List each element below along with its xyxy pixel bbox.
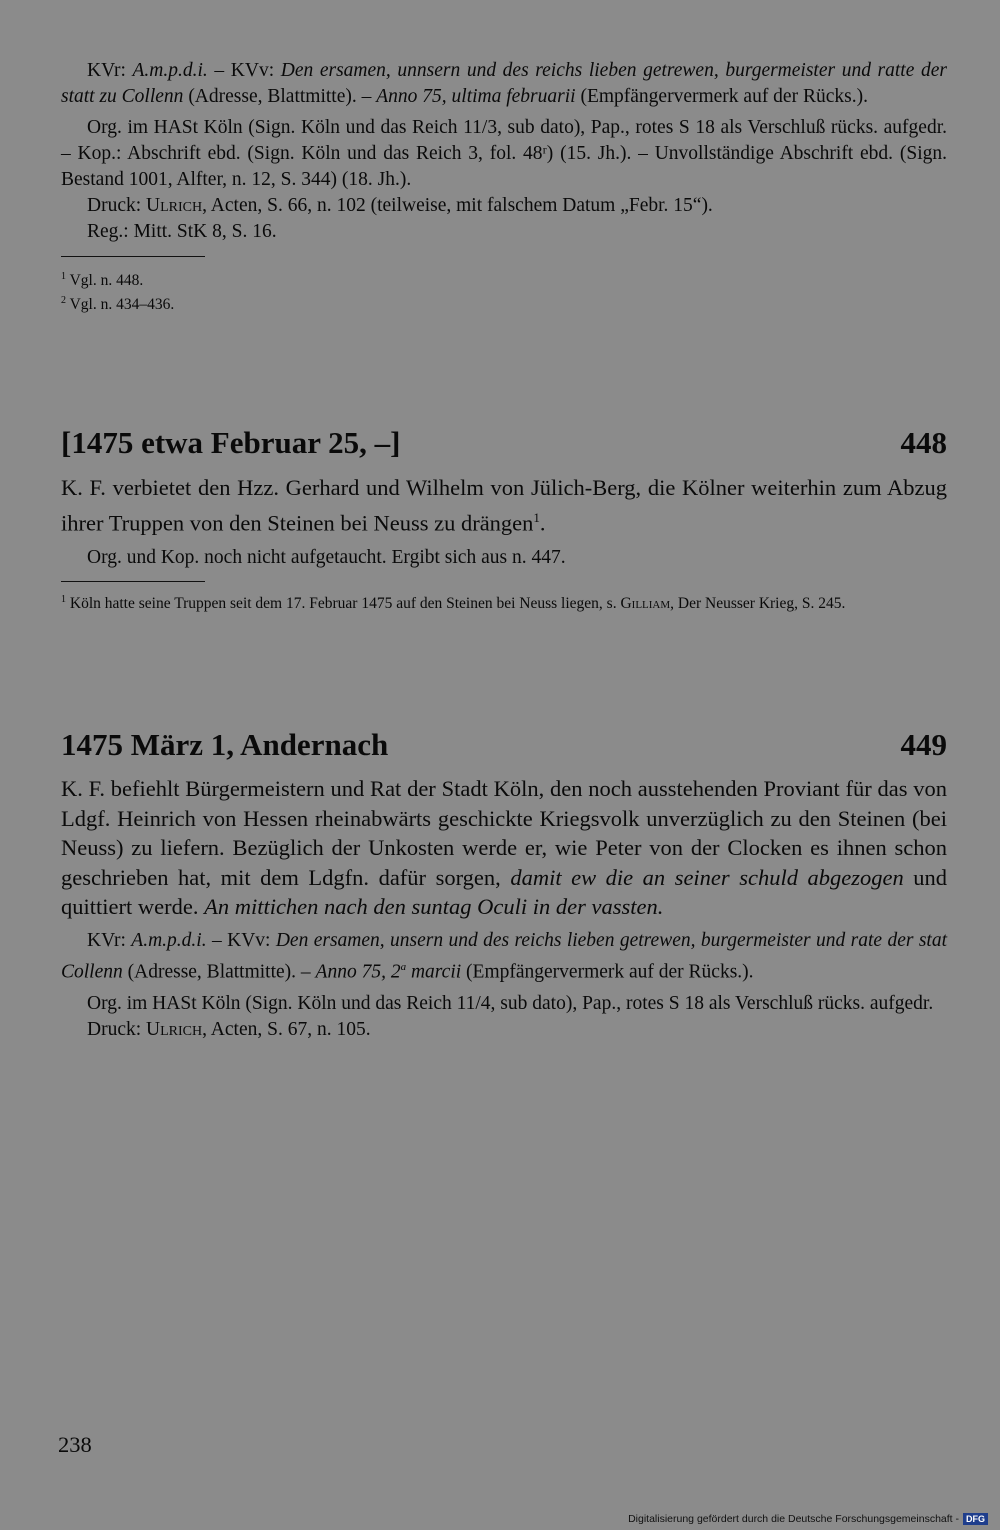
entry-number: 448 bbox=[900, 425, 947, 461]
entry-date: [1475 etwa Februar 25, –] bbox=[61, 425, 401, 461]
entry-number: 449 bbox=[900, 727, 947, 763]
reg-note-447: Reg.: Mitt. StK 8, S. 16. bbox=[87, 221, 277, 242]
dfg-footer-text: Digitalisierung gefördert durch die Deutsche Forschungsgemeinschaft - bbox=[628, 1513, 959, 1525]
footnote-rule bbox=[61, 581, 205, 582]
regest-449: K. F. befiehlt Bürgermeistern und Rat der Stadt Köln, den noch ausstehenden Proviant für das von Ldgf. Heinrich von Hessen rheinabwärts geschickte Kriegsvolk unverzüglich zu den Steinen (bei Neuss) zu liefern. Bezüglich der Unkosten werde er, wie Peter von der Clocken es ihnen schon geschrieben hat, mit dem Ldgfn. dafür sorgen, damit ew die an seiner schuld abgezogen und quittiert werde. An mittichen nach den suntag Oculi in der vassten. bbox=[61, 776, 948, 920]
org-note-449: Org. im HASt Köln (Sign. Köln und das Reich 11/4, sub dato), Pap., rotes S 18 als Verschluß rücks. aufgedr. bbox=[87, 993, 934, 1015]
dfg-footer bbox=[628, 1513, 988, 1525]
dfg-logo-icon: DFG bbox=[963, 1513, 988, 1525]
entry-heading-448 bbox=[61, 425, 947, 461]
druck-note-447: Druck: Ulrich, Acten, S. 66, n. 102 (teilweise, mit falschem Datum „Febr. 15“). bbox=[87, 195, 713, 216]
druck-note-449: Druck: Ulrich, Acten, S. 67, n. 105. bbox=[87, 1019, 371, 1041]
kv-note-449: KVr: A.m.p.d.i. – KVv: Den ersamen, unsern und des reichs lieben getrewen, burgermeister und rate der stat Collenn (Adresse, Blattmitte). – Anno 75, 2$^a$ marcii (Empfängervermerk auf der Rücks.). bbox=[61, 929, 947, 983]
page-content bbox=[61, 58, 947, 1043]
entry-date: 1475 März 1, Andernach bbox=[61, 727, 389, 763]
footnote-448-1: $^1$ Köln hatte seine Truppen seit dem 17. Februar 1475 auf den Steinen bei Neuss liegen, s. Gilliam, Der Neusser Krieg, S. 245. bbox=[61, 593, 846, 612]
footnote-1: $^1$ Vgl. n. 448. bbox=[61, 271, 144, 290]
kv-note-447: KVr: A.m.p.d.i. – KVv: Den ersamen, unnsern und des reichs lieben getrewen, burgermeister und ratte der statt zu Collenn (Adresse, Blattmitte). – Anno 75, ultima februarii (Empfängervermerk auf der Rücks.). bbox=[61, 60, 947, 107]
regest-448: K. F. verbietet den Hzz. Gerhard und Wilhelm von Jülich-Berg, die Kölner weiterhin zum Abzug ihrer Truppen von den Steinen bei Neuss zu drängen$^1$. bbox=[61, 475, 947, 536]
org-note-448: Org. und Kop. noch nicht aufgetaucht. Ergibt sich aus n. 447. bbox=[87, 546, 566, 568]
page-number: 238 bbox=[58, 1432, 92, 1457]
footnote-rule bbox=[61, 256, 205, 257]
org-note-447: Org. im HASt Köln (Sign. Köln und das Reich 11/3, sub dato), Pap., rotes S 18 als Verschluß rücks. aufgedr. – Kop.: Abschrift ebd. (Sign. Köln und das Reich 3, fol. 48ʳ) (15. Jh.). – Unvollständige Abschrift ebd. (Sign. Bestand 1001, Alfter, n. 12, S. 344) (18. Jh.). bbox=[61, 117, 947, 190]
footnote-2: $^2$ Vgl. n. 434–436. bbox=[61, 294, 175, 313]
entry-heading-449 bbox=[61, 727, 947, 763]
